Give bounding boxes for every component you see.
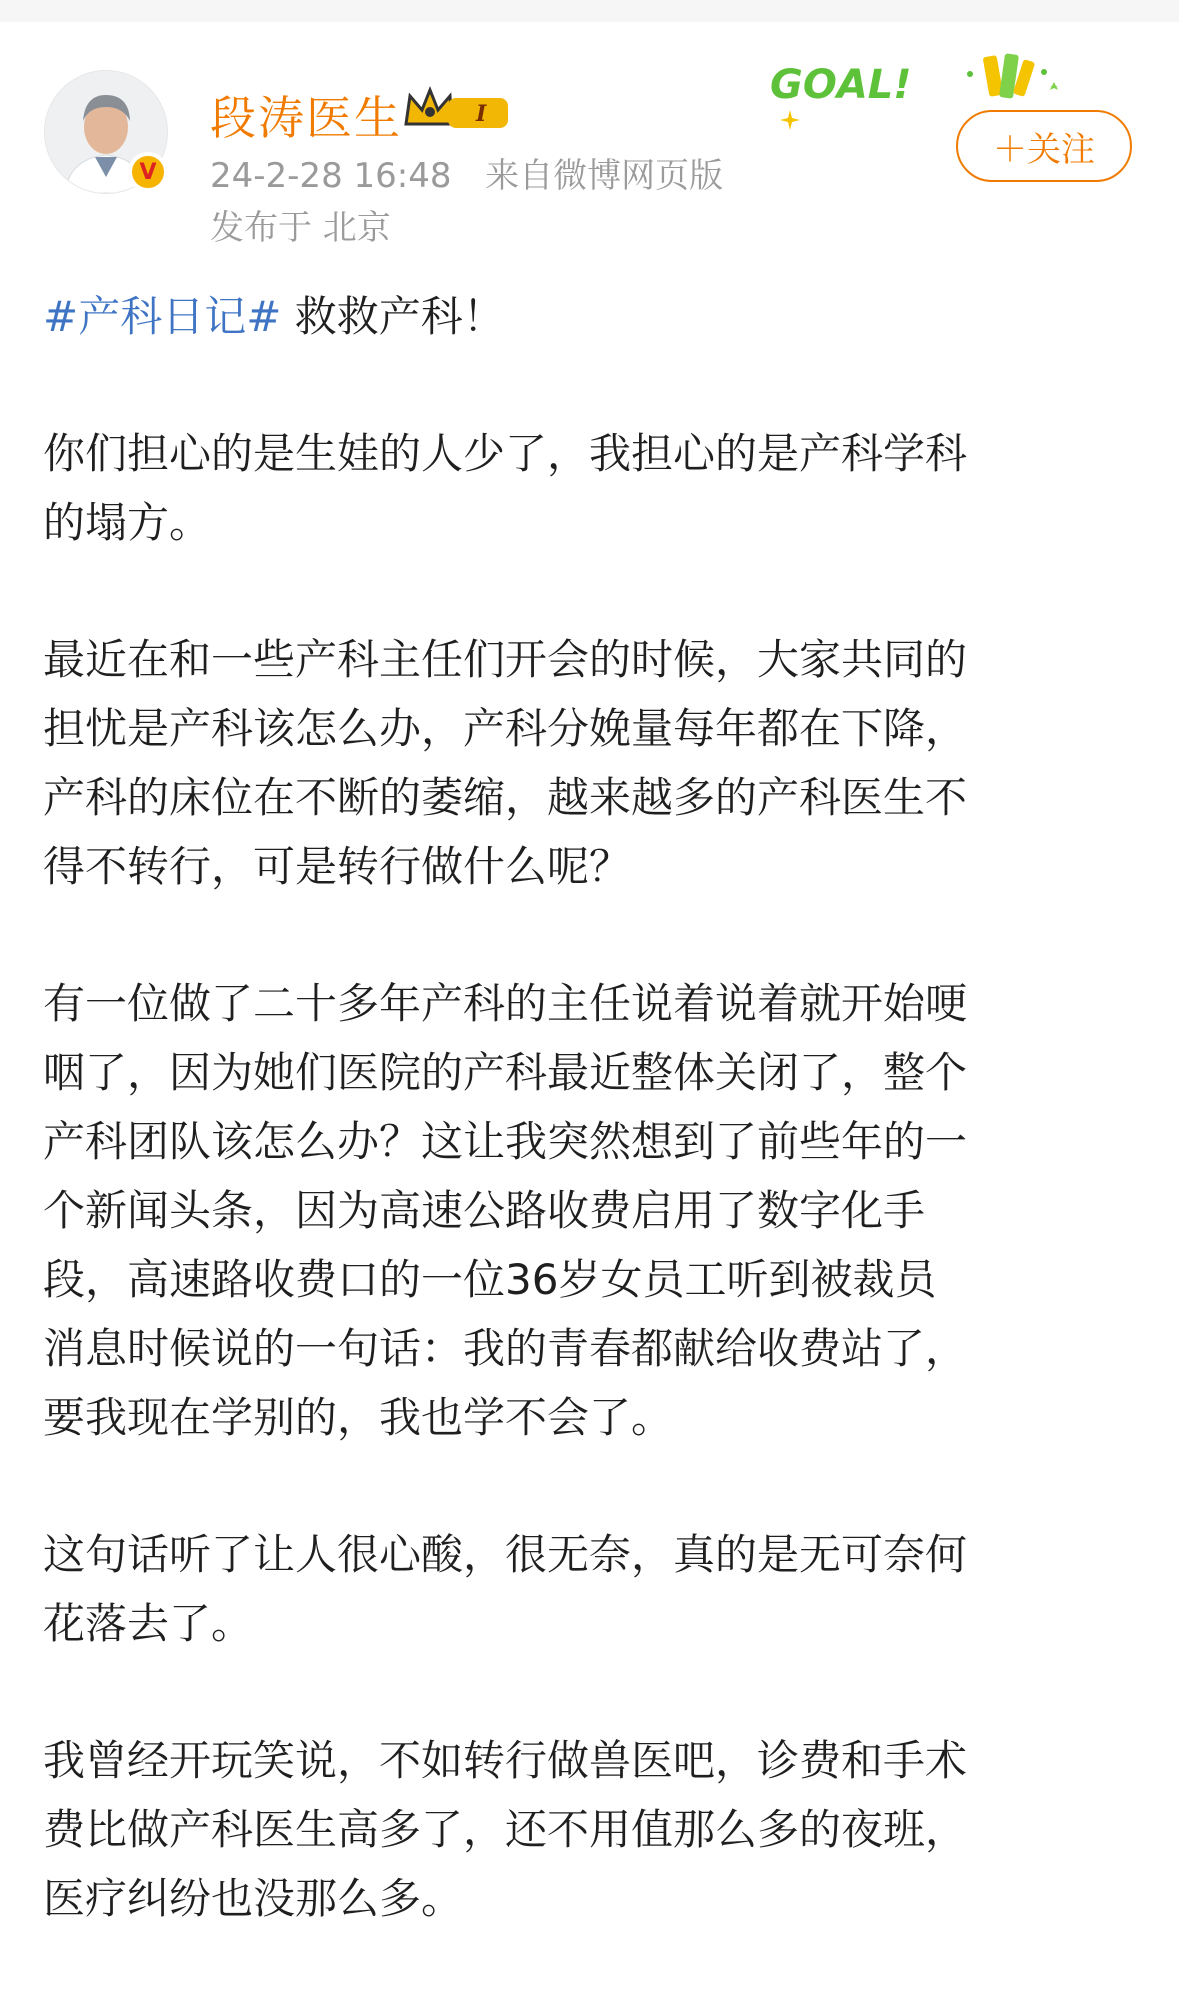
goal-sticker-label: GOAL! [770, 62, 912, 108]
post-header [0, 22, 1179, 262]
post-paragraph-5: 我曾经开玩笑说，不如转行做兽医吧，诊费和手术 费比做产科医生高多了，还不用值那么多的夜班， 医疗纠纷也没那么多。 [43, 1736, 968, 1923]
sparkle-icon [778, 108, 802, 132]
post-meta-time-source [210, 148, 723, 197]
post-paragraph-3: 有一位做了二十多年产科的主任说着说着就开始哽 咽了，因为她们医院的产科最近整体关闭了，整个 产科团队该怎么办？这让我突然想到了前些年的一 个新闻头条，因为高速公路收费启用了数字化手 段，高速路收费口的一位36岁女员工听到被裁员 消息时候说的一句话：我的青春都献给收费站了， 要我现在学别的，我也学不会了。 [43, 979, 968, 1442]
hashtag-link[interactable]: #产科日记# [43, 292, 282, 341]
post-title [43, 282, 1143, 351]
follow-button[interactable]: ＋关注 [956, 110, 1132, 182]
post-location: 发布于 北京 [210, 208, 391, 248]
post-paragraph-1: 你们担心的是生娃的人少了，我担心的是产科学科 的塌方。 [43, 429, 968, 547]
author-name[interactable]: 段涛医生 [210, 91, 402, 145]
verified-badge-icon: V [128, 152, 168, 192]
crown-level-icon[interactable] [402, 84, 512, 134]
top-bar [0, 0, 1179, 22]
post-paragraph-2: 最近在和一些产科主任们开会的时候，大家共同的 担忧是产科该怎么办，产科分娩量每年都在下降， 产科的床位在不断的萎缩，越来越多的产科医生不 得不转行，可是转行做什么呢？ [43, 635, 968, 891]
post-source: 来自微博网页版 [485, 156, 724, 196]
post-timestamp: 24-2-28 16:48 [210, 156, 452, 196]
post-body [43, 282, 1143, 2001]
post-paragraph-4: 这句话听了让人很心酸，很无奈，真的是无可奈何 花落去了。 [43, 1530, 968, 1648]
level-badge-label: I [476, 101, 487, 127]
post-title-text: 救救产科！ [281, 292, 505, 341]
